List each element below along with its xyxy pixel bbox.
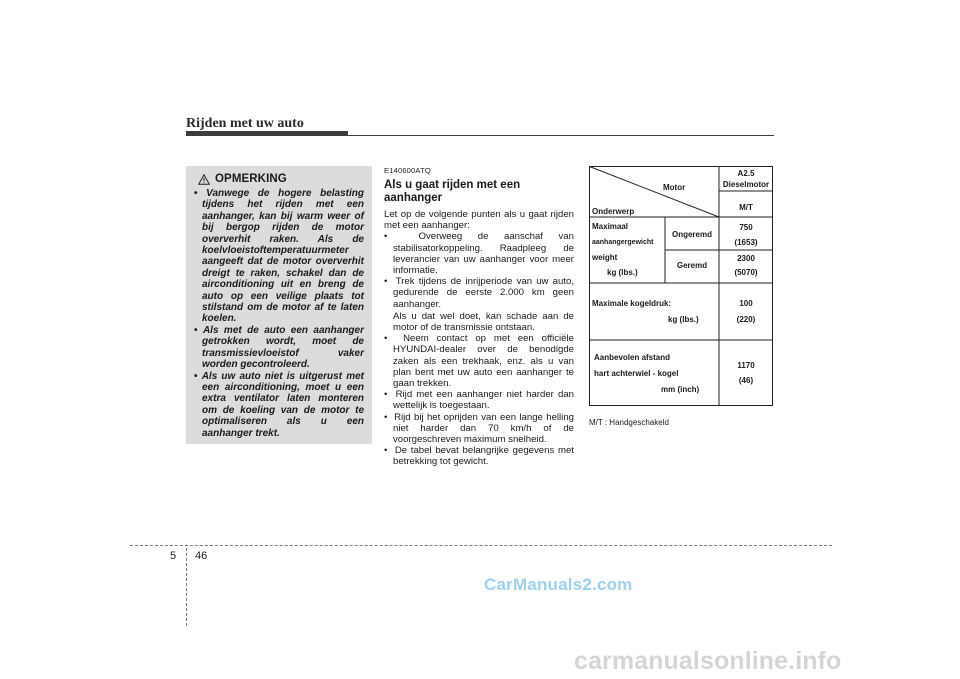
distance-unit: mm (inch) bbox=[661, 385, 700, 394]
page-header-title: Rijden met uw auto bbox=[186, 116, 304, 131]
section-code: E140600ATQ bbox=[384, 166, 431, 175]
max-weight-unit: kg (lbs.) bbox=[607, 268, 638, 277]
list-item-text: Neem contact op met een officiële HYUNDAI-dealer over de benodigde zaken als een trekhaak, enz. als u van plan bent met uw auto een aanhanger te gaan trekken. bbox=[393, 333, 574, 390]
distance-value: 1170 bbox=[737, 361, 755, 370]
list-item-text: De tabel bevat belangrijke gegevens met betrekking tot gewicht. bbox=[393, 445, 574, 468]
section-list bbox=[384, 231, 574, 467]
header-motor: Motor bbox=[663, 183, 686, 192]
warning-triangle-icon bbox=[198, 174, 210, 185]
list-item-subtext: Als u dat wel doet, kan schade aan de motor of de transmissie ontstaan. bbox=[393, 310, 574, 334]
braked-label: Geremd bbox=[676, 261, 708, 270]
ball-load-value: 100 bbox=[739, 299, 753, 308]
trailer-section bbox=[384, 166, 574, 468]
engine-type: Dieselmotor bbox=[722, 180, 770, 189]
footer-rule bbox=[130, 545, 832, 546]
warning-item: • Als uw auto niet is uitgerust met een airconditioning, moet u een extra ventilator laten monteren om de koeling van de motor te optimaliseren als u een aanhanger trekt. bbox=[194, 371, 364, 439]
header-rule bbox=[186, 135, 774, 136]
list-item-text: Rijd bij het oprijden van een lange helling niet harder dan 70 km/h of de voorgeschreven maximum snelheid. bbox=[393, 411, 574, 446]
header-onderwerp: Onderwerp bbox=[592, 207, 635, 216]
list-item bbox=[384, 445, 574, 467]
list-item bbox=[384, 333, 574, 389]
trailer-spec-table bbox=[589, 166, 773, 406]
ball-load-unit: kg (lbs.) bbox=[668, 315, 699, 324]
watermark-primary: CarManuals2.com bbox=[484, 575, 633, 594]
warning-item: • Als met de auto een aanhanger getrokken wordt, moet de transmissievloeistof vaker worden gecontroleerd. bbox=[194, 325, 364, 371]
transmission-type: M/T bbox=[739, 203, 753, 212]
section-title: Als u gaat rijden met een aanhanger bbox=[384, 179, 521, 204]
section-intro: Let op de volgende punten als u gaat rijden met een aanhanger: bbox=[384, 209, 574, 232]
list-item bbox=[384, 231, 574, 276]
braked-value: 2300 bbox=[737, 254, 755, 263]
unbraked-value: 750 bbox=[739, 223, 753, 232]
list-item bbox=[384, 389, 574, 411]
max-weight-label: Maximaal bbox=[592, 222, 629, 231]
distance-label-2: hart achterwiel - kogel bbox=[594, 369, 679, 378]
ball-load-value-lbs: (220) bbox=[736, 315, 756, 324]
distance-value-inch: (46) bbox=[738, 376, 754, 385]
warning-box bbox=[186, 166, 372, 444]
braked-value-lbs: (5070) bbox=[734, 268, 758, 277]
warning-header bbox=[198, 173, 364, 185]
list-item-text: Rijd met een aanhanger niet harder dan wettelijk is toegestaan. bbox=[393, 389, 574, 412]
warning-list bbox=[194, 188, 364, 439]
ball-load-label: Maximale kogeldruk: bbox=[592, 299, 672, 308]
watermark-secondary: carmanualsonline.info bbox=[574, 647, 842, 675]
max-weight-label-3: weight bbox=[592, 253, 618, 262]
footer-divider bbox=[186, 548, 187, 626]
list-item bbox=[384, 412, 574, 446]
unbraked-label: Ongeremd bbox=[671, 230, 712, 239]
list-item bbox=[384, 276, 574, 333]
distance-label: Aanbevolen afstand bbox=[594, 353, 671, 362]
max-weight-label-2: aanhangergewicht bbox=[592, 239, 654, 246]
list-item-text: Overweeg de aanschaf van stabilisatorkoppeling. Raadpleeg de leverancier van uw aanhanger voor meer informatie. bbox=[393, 231, 574, 277]
warning-item: • Vanwege de hogere belasting tijdens het rijden met een aanhanger, kan bij warm weer of bij bergop rijden de motor oververhit raken. Als de koelvloeistoftemperatuurmeter aangeeft dat de motor oververhit dreigt te raken, schakel dan de airconditioning uit en breng de auto op een veilige plaats tot stilstand om de motor af te laten koelen. bbox=[194, 188, 364, 325]
chapter-number: 5 bbox=[170, 550, 177, 562]
unbraked-value-lbs: (1653) bbox=[734, 238, 758, 247]
page-number: 46 bbox=[195, 550, 208, 562]
list-item-text: Trek tijdens de inrijperiode van uw auto, gedurende de eerste 2.000 km geen aanhanger. bbox=[393, 276, 574, 310]
engine-code: A2.5 bbox=[737, 169, 755, 178]
warning-title: OPMERKING bbox=[215, 173, 287, 185]
table-footnote: M/T : Handgeschakeld bbox=[589, 418, 669, 427]
